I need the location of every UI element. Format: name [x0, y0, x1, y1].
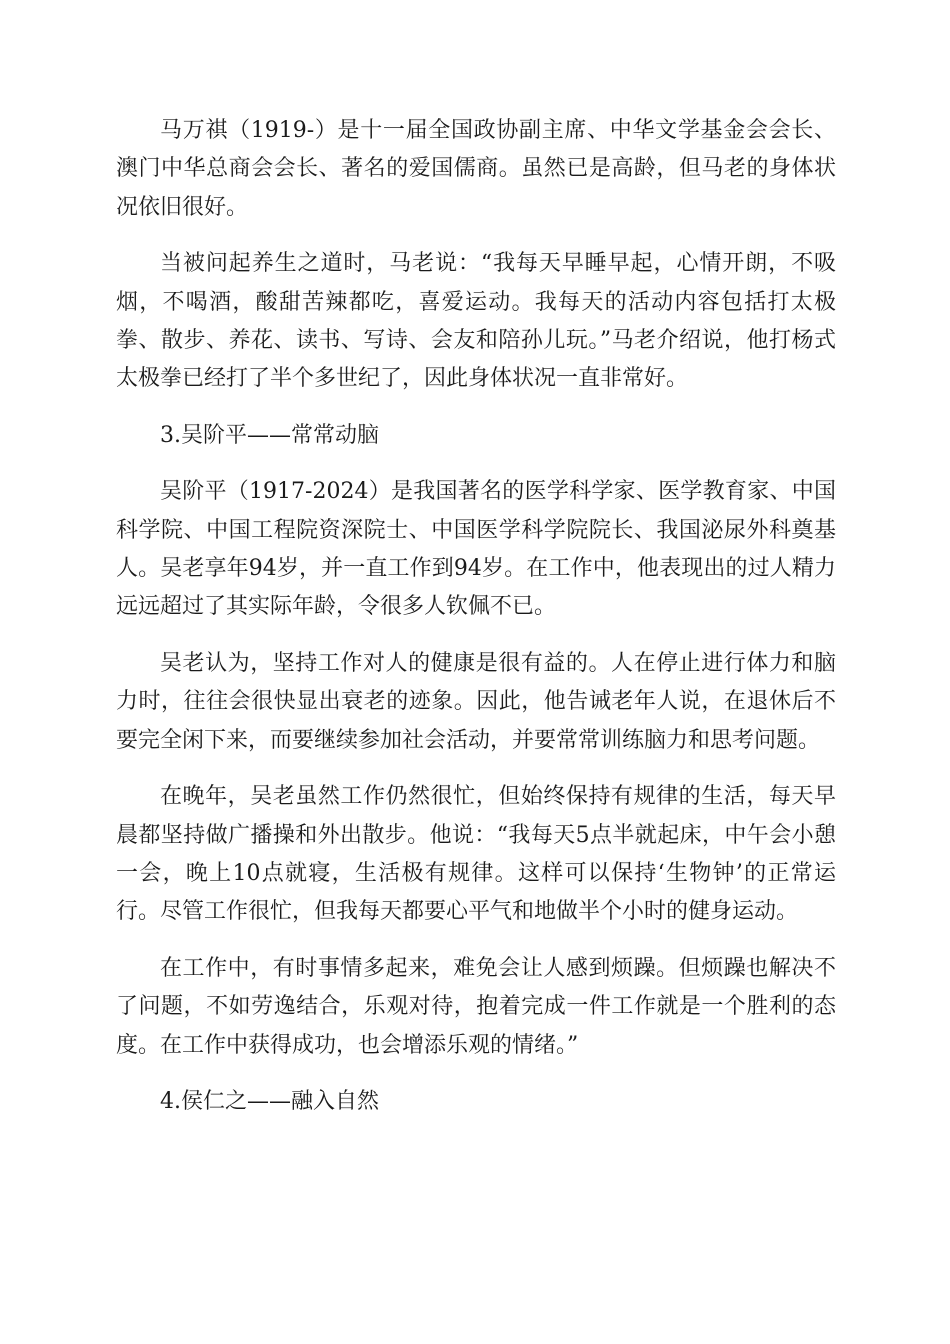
paragraph-ma-wanqi-health: 当被问起养生之道时，马老说：“我每天早睡早起，心情开朗，不吸烟，不喝酒，酸甜苦辣都吃，喜爱运动。我每天的活动内容包括打太极拳、散步、养花、读书、写诗、会友和陪孙儿玩。”马老介绍说，他打杨式太极拳已经打了半个多世纪了，因此身体状况一直非常好。	[116, 251, 836, 392]
section-heading-wu-jieping: 3.吴阶平——常常动脑	[160, 422, 379, 448]
paragraph-wu-jieping-routine: 在晚年，吴老虽然工作仍然很忙，但始终保持有规律的生活，每天早晨都坚持做广播操和外出散步。他说：“我每天5点半就起床，中午会小憩一会，晚上10点就寝，生活极有规律。这样可以保持‘生物钟’的正常运行。尽管工作很忙，但我每天都要心平气和地做半个小时的健身运动。	[116, 784, 836, 925]
section-heading-hou-renzhi: 4.侯仁之——融入自然	[160, 1088, 379, 1114]
paragraph-wu-jieping-work: 吴老认为，坚持工作对人的健康是很有益的。人在停止进行体力和脑力时，往往会很快显出衰老的迹象。因此，他告诫老年人说，在退休后不要完全闲下来，而要继续参加社会活动，并要常常训练脑力和思考问题。	[116, 650, 836, 753]
paragraph-ma-wanqi-intro: 马万祺（1919-）是十一届全国政协副主席、中华文学基金会会长、澳门中华总商会会长、著名的爱国儒商。虽然已是高龄，但马老的身体状况依旧很好。	[116, 118, 836, 220]
paragraph-wu-jieping-intro: 吴阶平（1917-2024）是我国著名的医学科学家、医学教育家、中国科学院、中国工程院资深院士、中国医学科学院院长、我国泌尿外科奠基人。吴老享年94岁，并一直工作到94岁。在工作中，他表现出的过人精力远远超过了其实际年龄，令很多人钦佩不已。	[116, 479, 836, 620]
paragraph-wu-jieping-attitude: 在工作中，有时事情多起来，难免会让人感到烦躁。但烦躁也解决不了问题，不如劳逸结合，乐观对待，抱着完成一件工作就是一个胜利的态度。在工作中获得成功，也会增添乐观的情绪。”	[116, 955, 836, 1058]
document-page	[116, 112, 836, 1139]
